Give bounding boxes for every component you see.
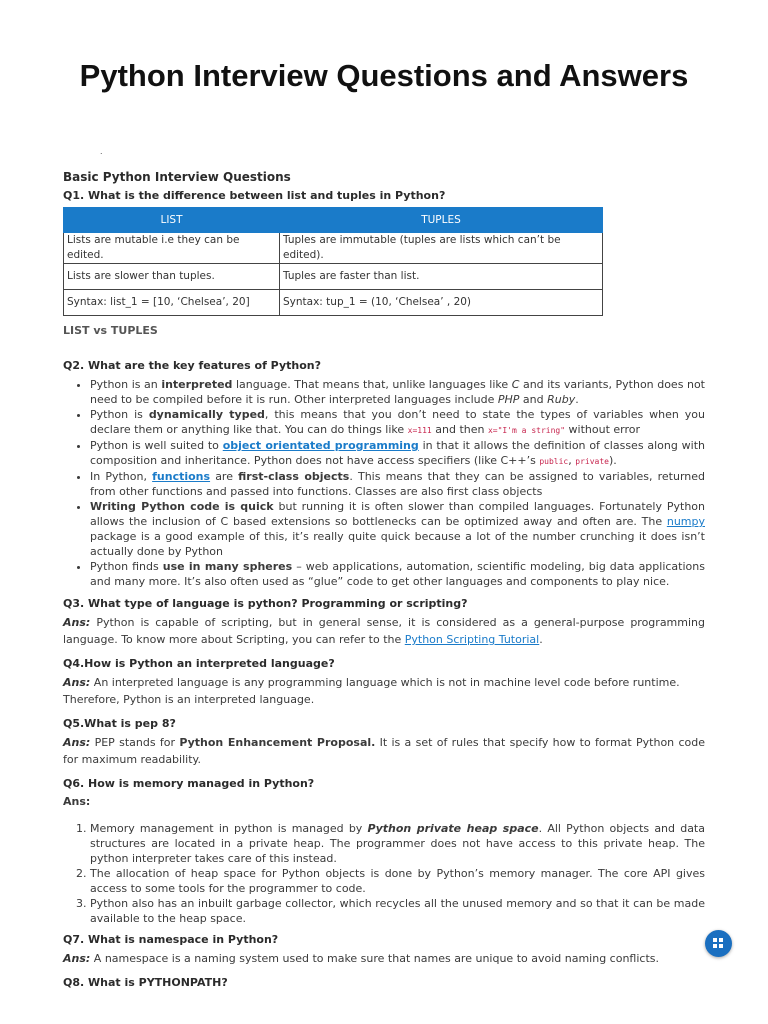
answer-q6-label xyxy=(63,794,705,809)
ans-label: Ans: xyxy=(63,676,91,689)
text: Python is well suited to xyxy=(90,439,223,452)
text-bold: Writing Python code is quick xyxy=(90,500,274,513)
question-q1: Q1. What is the difference between list and tuples in Python? xyxy=(63,189,446,202)
page-title: Python Interview Questions and Answers xyxy=(79,58,689,93)
inline-code: x="I'm a string" xyxy=(487,426,566,435)
grid-square xyxy=(719,938,723,942)
text: A namespace is a naming system used to make sure that names are unique to avoid naming conflicts. xyxy=(90,952,660,965)
text: Python finds xyxy=(90,560,163,573)
features-list xyxy=(63,377,705,589)
inline-code: private xyxy=(575,457,609,466)
table-row xyxy=(64,290,603,316)
answer-q4 xyxy=(63,674,705,708)
text: Python is capable of scripting, but in general sense, it is considered as a general-purpose programming language. To know more about Scripting, you can refer to the xyxy=(63,616,705,646)
text-bold: interpreted xyxy=(161,378,233,391)
functions-link[interactable]: functions xyxy=(152,470,211,483)
question-q6: Q6. How is memory managed in Python? xyxy=(63,777,315,790)
list-item xyxy=(90,407,705,438)
text: . All Python objects and data structures are located in a private heap. The programmer does not have access to this private heap. The python interpreter takes care of this instead. xyxy=(90,822,705,865)
answer-q5 xyxy=(63,734,705,768)
stray-dot: . xyxy=(100,146,103,156)
answer-q7 xyxy=(63,950,705,967)
table-header-list: LIST xyxy=(64,208,280,233)
table-cell: Tuples are immutable (tuples are lists which can’t be edited). xyxy=(280,233,603,264)
text: but running it is often slower than compiled languages. Fortunately Python allows the inclusion of C based extensions so bottlenecks can be optimized away and often are. The xyxy=(90,500,705,528)
list-item xyxy=(90,377,705,407)
table-row xyxy=(64,264,603,290)
table-cell: Lists are slower than tuples. xyxy=(64,264,280,290)
list-item xyxy=(90,469,705,499)
list-item xyxy=(90,559,705,589)
question-q8: Q8. What is PYTHONPATH? xyxy=(63,976,228,989)
table-cell: Syntax: tup_1 = (10, ‘Chelsea’ , 20) xyxy=(280,290,603,316)
grid-square xyxy=(713,938,717,942)
table-cell: Lists are mutable i.e they can be edited. xyxy=(64,233,280,264)
text: PEP stands for xyxy=(90,736,180,749)
grid-square xyxy=(719,944,723,948)
text: and xyxy=(519,393,548,406)
text-italic: PHP xyxy=(497,393,520,406)
table-caption: LIST vs TUPLES xyxy=(63,324,158,337)
text-bold: use in many spheres xyxy=(162,560,293,573)
table-cell: Syntax: list_1 = [10, ‘Chelsea’, 20] xyxy=(64,290,280,316)
question-q7: Q7. What is namespace in Python? xyxy=(63,933,279,946)
text: – web applications, automation, scientific modeling, big data applications and many more. It’s also often used as “glue” code to get other languages and components to play nice. xyxy=(90,560,705,588)
ans-label: Ans: xyxy=(63,736,91,749)
list-item xyxy=(90,821,705,866)
text: It is a set of rules that specify how to format Python code for maximum readability. xyxy=(63,736,705,766)
list-vs-tuples-table xyxy=(63,207,603,316)
list-item xyxy=(90,438,705,469)
table-header-tuples: TUPLES xyxy=(280,208,603,233)
text: are xyxy=(210,470,239,483)
grid-square xyxy=(713,944,717,948)
text: Memory management in python is managed by xyxy=(90,822,368,835)
question-q4: Q4.How is Python an interpreted language? xyxy=(63,657,335,670)
question-q5: Q5.What is pep 8? xyxy=(63,717,176,730)
text: , xyxy=(568,454,576,467)
table-header-row xyxy=(64,208,603,233)
text: package is a good example of this, it’s really quite quick because a lot of the number crunching it does isn’t actually done by Python xyxy=(90,530,705,558)
text-bold: Python Enhancement Proposal. xyxy=(179,736,376,749)
numpy-link[interactable]: numpy xyxy=(666,515,705,528)
text: and then xyxy=(431,423,488,436)
text: ). xyxy=(608,454,617,467)
question-q2: Q2. What are the key features of Python? xyxy=(63,359,321,372)
list-item xyxy=(90,499,705,559)
text: In Python, xyxy=(90,470,153,483)
text: . xyxy=(575,393,579,406)
list-item: 2. The allocation of heap space for Python objects is done by Python’s memory manager. The core API gives access to some tools for the programmer to code. xyxy=(90,866,705,896)
inline-code: x=111 xyxy=(407,426,432,435)
table-row xyxy=(64,233,603,264)
answer-q3 xyxy=(63,614,705,648)
list-item: 3. Python also has an inbuilt garbage collector, which recycles all the unused memory and so that it can be made available to the heap space. xyxy=(90,896,705,926)
table-cell: Tuples are faster than list. xyxy=(280,264,603,290)
text: language. That means that, unlike languages like xyxy=(232,378,512,391)
text: Python is xyxy=(90,408,149,421)
question-q3: Q3. What type of language is python? Programming or scripting? xyxy=(63,597,468,610)
ans-label: Ans: xyxy=(63,952,91,965)
text: . This means that they can be assigned to variables, returned from other functions and passed into functions. Classes are also first class objects xyxy=(90,470,705,498)
text: and its variants, Python does not need to be compiled before it is run. Other interpreted languages include xyxy=(90,378,705,406)
text: in that it allows the definition of classes along with composition and inheritance. Python does not have access specifiers (like C++’s xyxy=(90,439,705,467)
ans-label: Ans: xyxy=(63,616,91,629)
memory-list xyxy=(63,821,705,926)
scripting-tutorial-link[interactable]: Python Scripting Tutorial xyxy=(404,633,540,646)
text: An interpreted language is any programming language which is not in machine level code before runtime. Therefore, Python is an interpreted language. xyxy=(63,676,680,706)
text-bold: first-class objects xyxy=(238,470,350,483)
ans-label: Ans: xyxy=(63,795,91,808)
text: . xyxy=(539,633,543,646)
text-italic: Ruby xyxy=(547,393,576,406)
text-italic: C xyxy=(511,378,520,391)
text: Python is an xyxy=(90,378,162,391)
article-body xyxy=(63,170,705,990)
section-heading: Basic Python Interview Questions xyxy=(63,170,291,184)
text: , this means that you don’t need to state the types of variables when you declare them or anything like that. You can do things like xyxy=(90,408,706,436)
text: without error xyxy=(565,423,641,436)
inline-code: public xyxy=(539,457,569,466)
grid-icon[interactable] xyxy=(705,930,732,957)
oop-link[interactable]: object orientated programming xyxy=(222,439,419,452)
text-bold: dynamically typed xyxy=(148,408,265,421)
text-bold-italic: Python private heap space xyxy=(367,822,539,835)
